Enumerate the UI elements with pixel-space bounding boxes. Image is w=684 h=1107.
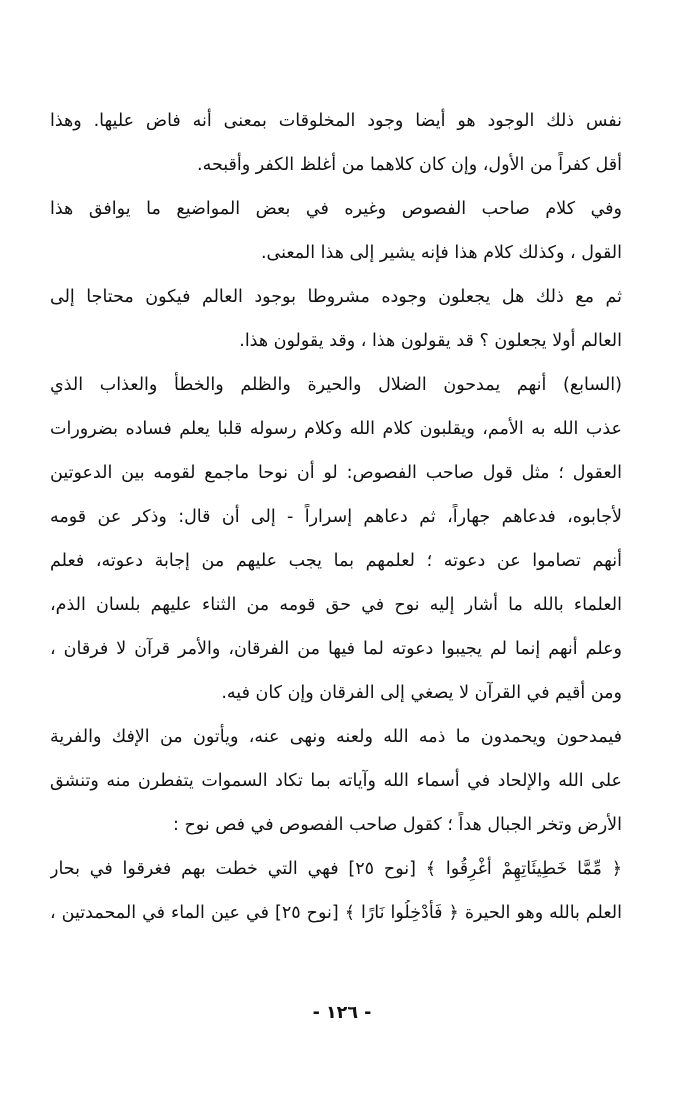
paragraph: [50, 284, 622, 354]
text-line: عذب الله به الأمم، ويقلبون كلام الله وكلام رسوله قلبا يعلم فساده بضرورات: [50, 419, 622, 439]
text-line: القول ، وكذلك كلام هذا فإنه يشير إلى هذا المعنى.: [260, 243, 622, 263]
text-line: العقول ؛ مثل قول صاحب الفصوص: لو أن نوحا ماجمع لقومه بين الدعوتين: [50, 463, 622, 483]
text-line: (السابع) أنهم يمدحون الضلال والحيرة والظلم والخطأ والعذاب الذي: [50, 375, 622, 395]
text-line: وعلم أنهم إنما لم يجيبوا دعوته لما فيها من الفرقان، والأمر قرآن لا فرقان ،: [50, 639, 622, 659]
text-line: لأجابوه، فدعاهم جهاراً، ثم دعاهم إسراراً - إلى أن قال: وذكر عن قومه: [50, 507, 622, 527]
paragraph: [50, 108, 622, 178]
text-line: العلماء بالله ما أشار إليه نوح في حق قومه من الثناء عليهم بلسان الذم،: [50, 595, 622, 615]
text-line: أقل كفراً من الأول، وإن كان كلاهما من أغلظ الكفر وأقبحه.: [197, 155, 622, 175]
text-line: العلم بالله وهو الحيرة ﴿ فَأُدْخِلُوا نَارًا ﴾ [نوح ٢٥] في عين الماء في المحمدتين ،: [50, 903, 622, 923]
paragraph: [50, 372, 622, 706]
text-line: نفس ذلك الوجود هو أيضا وجود المخلوقات بمعنى أنه فاض عليها. وهذا: [50, 111, 622, 131]
page-number: - ١٢٦ -: [312, 1003, 372, 1023]
text-line: ثم مع ذلك هل يجعلون وجوده مشروطا بوجود العالم فيكون محتاجا إلى: [50, 287, 622, 307]
paragraph: [50, 196, 622, 266]
text-line: على الله والإلحاد في أسماء الله وآياته بما تكاد السموات يتفطرن منه وتنشق: [50, 771, 622, 791]
text-line: ﴿ مِّمَّا خَطِيئَاتِهِمْ أُغْرِقُوا ﴾ [نوح ٢٥] فهي التي خطت بهم فغرقوا في بحار: [50, 859, 622, 879]
paragraph: [50, 724, 622, 838]
text-line: أنهم تصاموا عن دعوته ؛ لعلمهم بما يجب عليهم من إجابة دعوته، فعلم: [50, 551, 622, 571]
text-line: وفي كلام صاحب الفصوص وغيره في بعض المواضيع ما يوافق هذا: [50, 199, 622, 219]
text-line: العالم أولا يجعلون ؟ قد يقولون هذا ، وقد يقولون هذا.: [239, 331, 622, 351]
text-line: ومن أقيم في القرآن لا يصغي إلى الفرقان وإن كان فيه.: [221, 683, 622, 703]
text-line: الأرض وتخر الجبال هداً ؛ كقول صاحب الفصوص في فص نوح :: [173, 815, 622, 835]
paragraph: [50, 856, 622, 926]
text-line: فيمدحون ويحمدون ما ذمه الله ولعنه ونهى عنه، ويأتون من الإفك والفرية: [50, 727, 622, 747]
page-body: [50, 108, 622, 926]
